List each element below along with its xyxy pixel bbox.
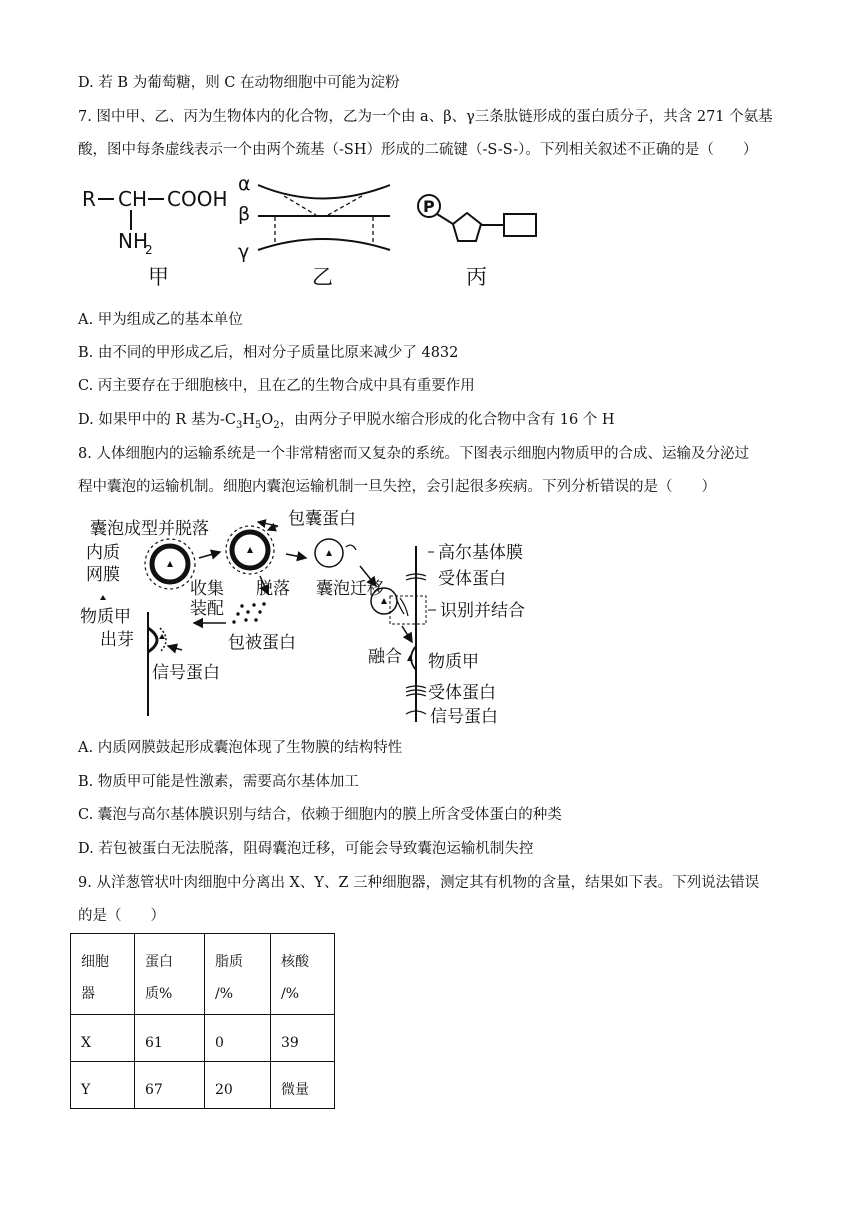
label-golgi: 高尔基体膜	[438, 543, 523, 563]
table-header-row	[71, 934, 335, 1015]
phosphate-p-label: P	[423, 197, 435, 216]
table-cell: Y	[71, 1062, 135, 1109]
chain-alpha-label: α	[238, 173, 251, 195]
label-coated-protein: 包被蛋白	[228, 633, 296, 653]
caption-jia: 甲	[148, 265, 169, 289]
table-cell: 20	[205, 1062, 271, 1109]
formula-r: R	[82, 187, 96, 211]
chain-gamma-label: γ	[238, 241, 250, 263]
q7-option-d: D. 如果甲中的 R 基为$-C_3H_5O_2$，由两分子甲脱水缩合形成的化合物中含有 16 个 H	[78, 412, 615, 431]
q7-option-a: A. 甲为组成乙的基本单位	[78, 312, 243, 328]
formula-nh: NH	[118, 229, 148, 253]
q9-stem-line1: 9. 从洋葱管状叶肉细胞中分离出 X、Y、Z 三种细胞器，测定其有机物的含量，结果如下表。下列说法错误	[78, 875, 760, 891]
substance-triangle	[159, 634, 165, 639]
amino-acid-structure	[82, 187, 228, 289]
label-recognize: 识别并结合	[440, 601, 525, 621]
header-lipid: 脂质 /%	[205, 934, 271, 1015]
base-rectangle	[504, 214, 536, 236]
table-row	[71, 1015, 335, 1062]
header-organelle: 细胞 器	[71, 934, 135, 1015]
table-cell: 39	[271, 1015, 335, 1062]
q7-stem-line2: 酸，图中每条虚线表示一个由两个巯基（-SH）形成的二硫键（-S-S-）。下列相关叙述不正确的是（ ）	[78, 142, 758, 158]
recognition-box	[390, 596, 426, 624]
budding-membrane	[148, 628, 157, 652]
q8-figure	[70, 502, 550, 728]
alpha-chain-curve	[258, 185, 390, 199]
formula-ch: CH	[118, 187, 148, 211]
coat-protein-dots	[232, 602, 265, 623]
label-collect-2: 装配	[190, 599, 224, 619]
q7-figure	[70, 168, 570, 298]
formula-cooh: COOH	[167, 187, 228, 211]
chain-beta-label: β	[238, 203, 251, 225]
pentose-ring	[453, 213, 481, 241]
protein-three-chains	[238, 173, 390, 289]
q7-option-c: C. 丙主要存在于细胞核中，且在乙的生物合成中具有重要作用	[78, 378, 475, 394]
label-receptor-top: 受体蛋白	[438, 569, 506, 589]
q8-option-c: C. 囊泡与高尔基体膜识别与结合，依赖于细胞内的膜上所含受体蛋白的种类	[78, 807, 562, 823]
label-collect-1: 收集	[190, 579, 224, 599]
table-cell: 61	[135, 1015, 205, 1062]
q8-option-b: B. 物质甲可能是性激素，需要高尔基体加工	[78, 774, 359, 790]
caption-yi: 乙	[312, 265, 333, 289]
label-substance-2: 出芽	[100, 630, 134, 650]
q6-option-d: D. 若 B 为葡萄糖，则 C 在动物细胞中可能为淀粉	[78, 75, 400, 91]
label-er-2: 网膜	[86, 565, 120, 585]
q7-option-b: B. 由不同的甲形成乙后，相对分子质量比原来减少了 4832	[78, 345, 459, 361]
label-vesicle-form: 囊泡成型并脱落	[90, 519, 209, 539]
caption-bing: 丙	[466, 265, 487, 289]
label-detach: 脱落	[256, 579, 290, 599]
q8-option-d: D. 若包被蛋白无法脱落，阻碍囊泡迁移，可能会导致囊泡运输机制失控	[78, 841, 534, 857]
label-migration: 囊泡迁移	[316, 579, 384, 599]
q8-stem-line2: 程中囊泡的运输机制。细胞内囊泡运输机制一旦失控，会引起很多疾病。下列分析错误的是（ ）	[78, 479, 716, 495]
label-coat-protein-top: 包囊蛋白	[288, 509, 356, 529]
formula-sub: 2	[145, 243, 153, 257]
q7-stem-line1: 7. 图中甲、乙、丙为生物体内的化合物，乙为一个由 a、β、γ三条肽链形成的蛋白质分子，共含 271 个氨基	[78, 109, 773, 125]
table-row	[71, 1062, 335, 1109]
q8-stem-line1: 8. 人体细胞内的运输系统是一个非常精密而又复杂的系统。下图表示细胞内物质甲的合成、运输及分泌过	[78, 446, 749, 462]
label-substance-1: 物质甲	[80, 607, 131, 627]
nucleotide-structure	[418, 195, 536, 289]
organelle-table	[70, 933, 335, 1109]
table-cell: 微量	[271, 1062, 335, 1109]
label-signal-left: 信号蛋白	[152, 663, 220, 683]
label-er-1: 内质	[86, 543, 120, 563]
table-cell: X	[71, 1015, 135, 1062]
q8-option-a: A. 内质网膜鼓起形成囊泡体现了生物膜的结构特性	[78, 740, 403, 756]
gamma-chain-curve	[258, 239, 390, 250]
header-protein: 蛋白 质%	[135, 934, 205, 1015]
label-receptor-bottom: 受体蛋白	[428, 683, 496, 703]
q9-stem-line2: 的是（ ）	[78, 908, 165, 924]
table-cell: 0	[205, 1015, 271, 1062]
label-substance-right: 物质甲	[428, 652, 479, 672]
table-cell: 67	[135, 1062, 205, 1109]
header-nucleic-acid: 核酸 /%	[271, 934, 335, 1015]
label-fusion: 融合	[368, 647, 402, 667]
label-signal-right: 信号蛋白	[430, 707, 498, 727]
